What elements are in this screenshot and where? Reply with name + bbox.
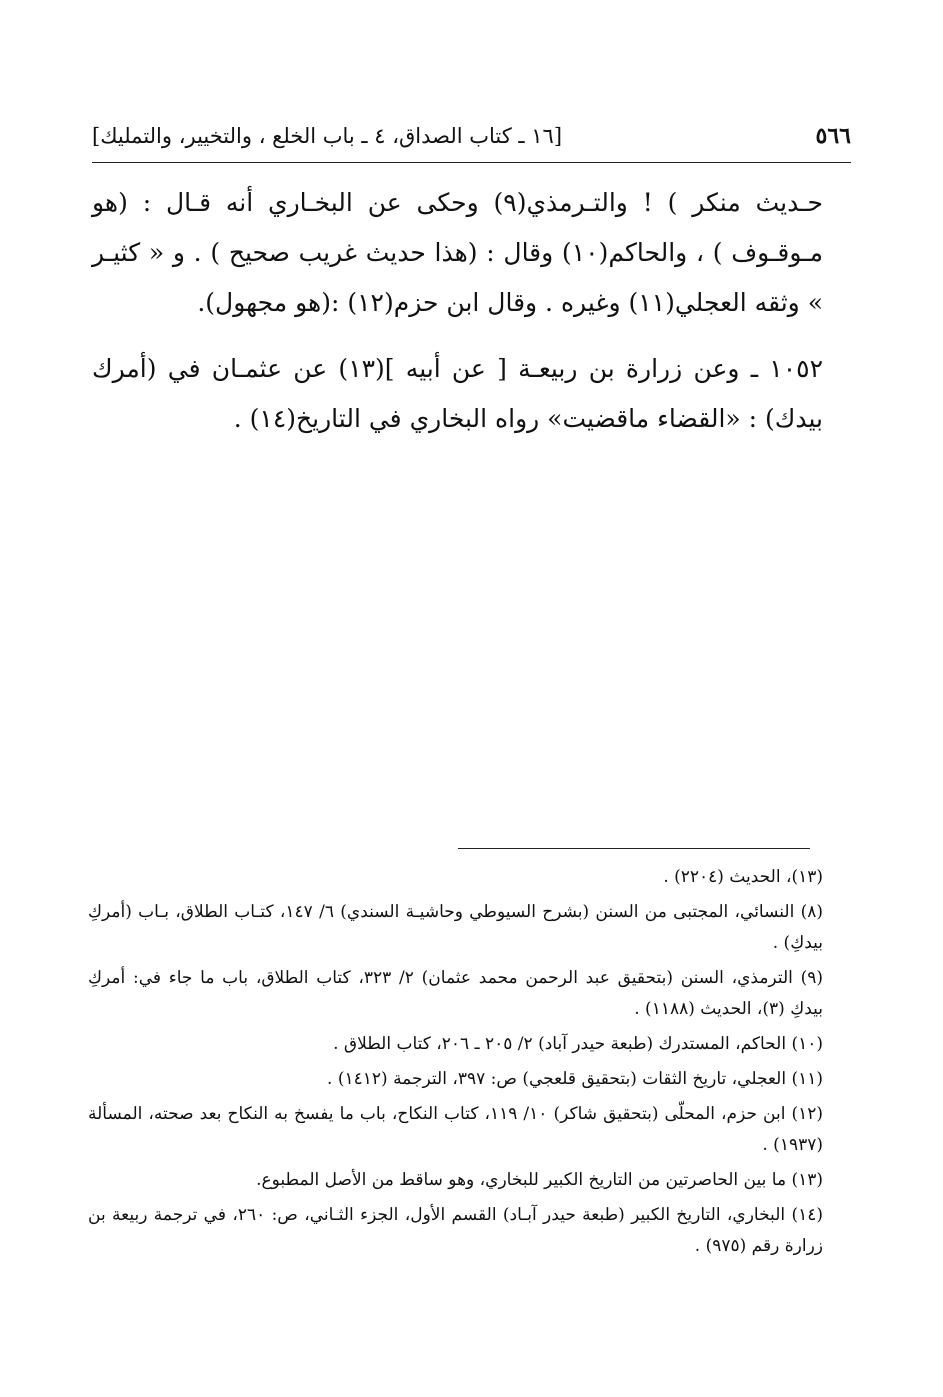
footnote-rule bbox=[458, 848, 810, 849]
footnote: (١٣) ما بين الحاصرتين من التاريخ الكبير للبخاري، وهو ساقط من الأصل المطبوع. bbox=[256, 1170, 823, 1190]
header-rule bbox=[92, 162, 851, 163]
footnote: (١٢) ابن حزم، المحلّى (بتحقيق شاكر) ١٠/ ١١٩، كتاب النكاح، باب ما يفسخ به النكاح بعد صحته، المسألة (١٩٣٧) . bbox=[88, 1104, 824, 1155]
footnote: (٨) النسائي، المجتبى من السنن (بشرح السيوطي وحاشيـة السندي) ٦/ ١٤٧، كتـاب الطلاق، بـاب (أمركِ بيدكِ) . bbox=[88, 902, 824, 953]
main-text bbox=[92, 178, 823, 444]
footnote: (١٣)، الحديث (٢٢٠٤) . bbox=[663, 867, 823, 887]
page-header bbox=[92, 116, 851, 156]
footnote: (١٤) البخاري، التاريخ الكبير (طبعة حيدر آبـاد) القسم الأول، الجزء الثـاني، ص: ٢٦٠، في ترجمة ربيعة بن زرارة رقم (٩٧٥) . bbox=[88, 1205, 823, 1256]
body-paragraph: حـديث منكر ) ! والتـرمذي(٩) وحكى عن البخـاري أنه قـال : (هو مـوقـوف ) ، والحاكم(١٠) وقال : (هذا حديث غريب صحيح ) . و « كثيـر » وثقه العجلي(١١) وغيره . وقال ابن حزم(١٢) :(هو مجهول). bbox=[92, 188, 823, 317]
footnote: (٩) الترمذي، السنن (بتحقيق عبد الرحمن محمد عثمان) ٢/ ٣٢٣، كتاب الطلاق، باب ما جاء في: أمركِ بيدكِ (٣)، الحديث (١١٨٨) . bbox=[88, 968, 824, 1019]
page-number: ٥٦٦ bbox=[815, 123, 851, 149]
footnote: (١٠) الحاكم، المستدرك (طبعة حيدر آباد) ٢/ ٢٠٥ ـ ٢٠٦، كتاب الطلاق . bbox=[333, 1034, 823, 1054]
footnotes bbox=[88, 862, 823, 1266]
hadith-paragraph: ١٠٥٢ ـ وعن زرارة بن ربيعـة [ عن أبيه ](١٣) عن عثمـان في (أمرك بيدك) : «القضاء ماقضيت» رواه البخاري في التاريخ(١٤) . bbox=[92, 354, 823, 433]
footnote: (١١) العجلي، تاريخ الثقات (بتحقيق قلعجي) ص: ٣٩٧، الترجمة (١٤١٢) . bbox=[327, 1069, 823, 1089]
running-title: [١٦ ـ كتاب الصداق، ٤ ـ باب الخلع ، والتخيير، والتمليك] bbox=[92, 124, 563, 148]
